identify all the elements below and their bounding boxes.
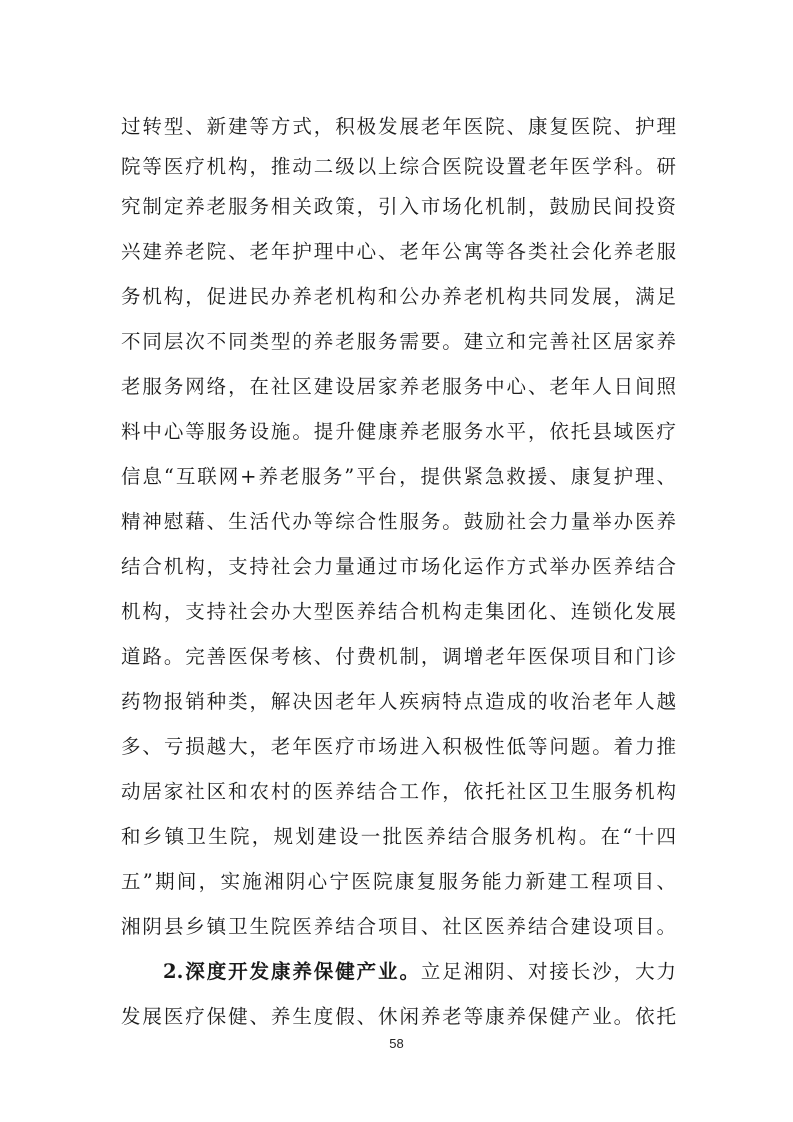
body-text-line: 药物报销种类，解决因老年人疾病特点造成的收治老年人越 (121, 690, 676, 713)
body-text-line: 院等医疗机构，推动二级以上综合医院设置老年医学科。研 (121, 155, 676, 178)
body-text-line: 湘阴县乡镇卫生院医养结合项目、社区医养结合建设项目。 (121, 915, 676, 938)
body-text-line: 发展医疗保健、养生度假、休闲养老等康养保健产业。依托 (121, 1005, 676, 1028)
body-text-line: 老服务网络，在社区建设居家养老服务中心、老年人日间照 (121, 375, 676, 398)
body-text-line: 务机构，促进民办养老机构和公办养老机构共同发展，满足 (121, 285, 676, 308)
body-text-line: 多、亏损越大，老年医疗市场进入积极性低等问题。着力推 (121, 735, 676, 758)
body-text-line: 信息“互联网+养老服务”平台，提供紧急救援、康复护理、 (121, 465, 676, 488)
section-heading: 2.深度开发康养保健产业。 (163, 960, 421, 983)
body-text-line: 兴建养老院、老年护理中心、老年公寓等各类社会化养老服 (121, 240, 676, 263)
section-text: 立足湘阴、对接长沙，大力 (420, 960, 676, 983)
body-text-line: 料中心等服务设施。提升健康养老服务水平，依托县域医疗 (121, 420, 676, 443)
body-text-line: 精神慰藉、生活代办等综合性服务。鼓励社会力量举办医养 (121, 510, 676, 533)
page-number: 58 (389, 1036, 404, 1051)
body-text-line: 动居家社区和农村的医养结合工作，依托社区卫生服务机构 (121, 780, 676, 803)
body-text-line: 过转型、新建等方式，积极发展老年医院、康复医院、护理 (121, 115, 676, 138)
body-text-line: 究制定养老服务相关政策，引入市场化机制，鼓励民间投资 (121, 195, 676, 218)
body-text-line: 结合机构，支持社会力量通过市场化运作方式举办医养结合 (121, 555, 676, 578)
body-text-line: 机构，支持社会办大型医养结合机构走集团化、连锁化发展 (121, 600, 676, 623)
body-text-line: 不同层次不同类型的养老服务需要。建立和完善社区居家养 (121, 330, 676, 353)
section-paragraph-first-line (163, 952, 676, 992)
body-text-line: 和乡镇卫生院，规划建设一批医养结合服务机构。在“十四 (121, 825, 676, 848)
body-text-line: 五”期间，实施湘阴心宁医院康复服务能力新建工程项目、 (121, 870, 676, 893)
body-text-line: 道路。完善医保考核、付费机制，调增老年医保项目和门诊 (121, 645, 676, 668)
